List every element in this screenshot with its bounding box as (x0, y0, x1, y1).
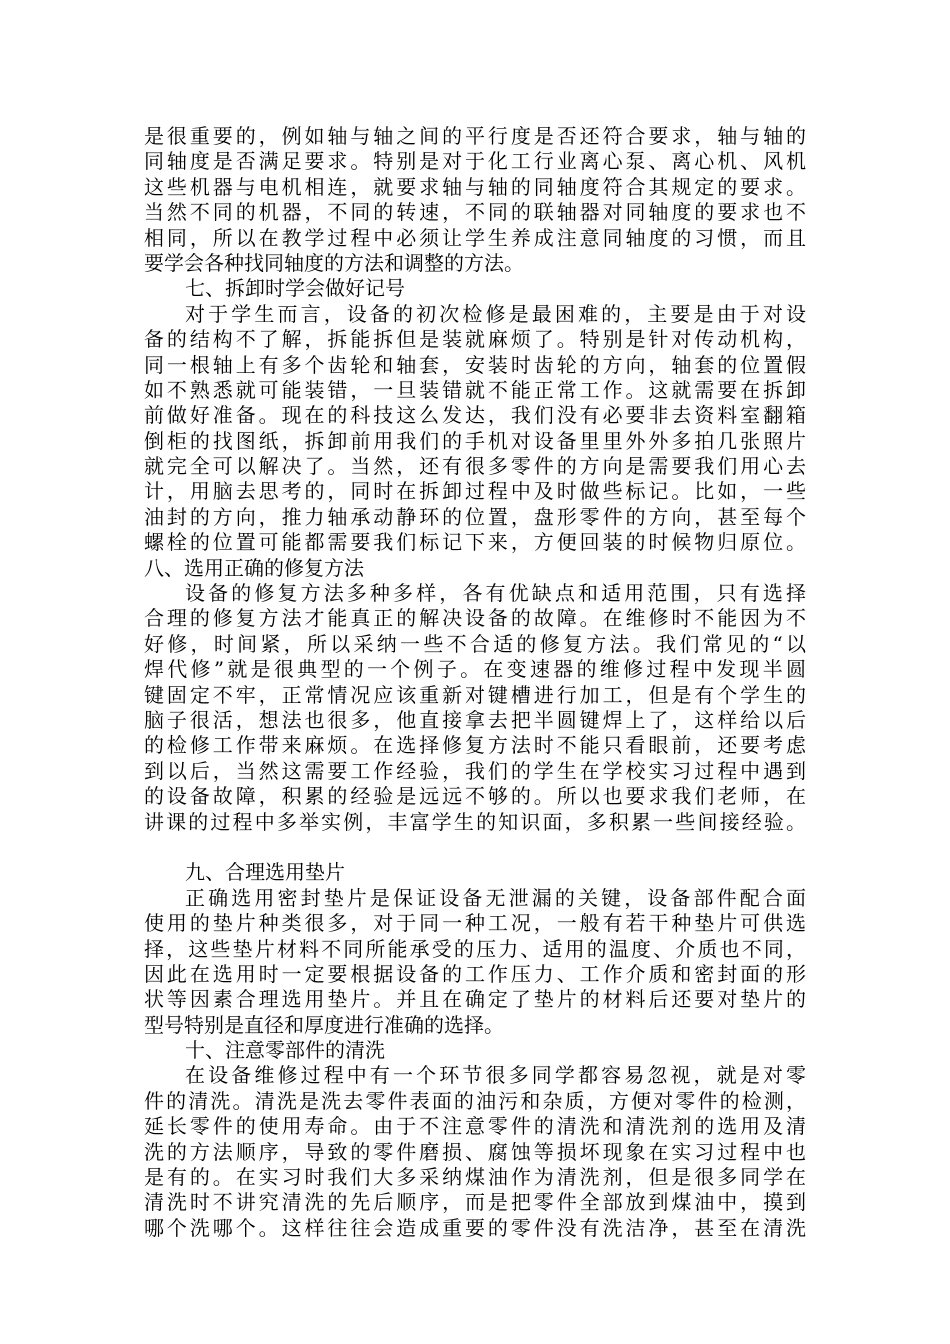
text-line: 的设备故障，积累的经验是远远不够的。所以也要求我们老师，在 (144, 784, 806, 809)
section-heading: 九、合理选用垫片 (185, 860, 345, 885)
paragraph-first-line: 正确选用密封垫片是保证设备无泄漏的关键，设备部件配合面 (185, 885, 806, 910)
blank-line (144, 835, 806, 860)
document-body (144, 124, 806, 1241)
paragraph-first-line: 对于学生而言，设备的初次检修是最困难的，主要是由于对设 (185, 301, 806, 326)
text-line: 脑子很活，想法也很多，他直接拿去把半圆键焊上了，这样给以后 (144, 707, 806, 732)
text-line: 是有的。在实习时我们大多采纳煤油作为清洗剂，但是很多同学在 (144, 1165, 806, 1190)
paragraph-last-line: 型号特别是直径和厚度进行准确的选择。 (144, 1012, 504, 1037)
text-line: 这些机器与电机相连，就要求轴与轴的同轴度符合其规定的要求。 (144, 174, 806, 199)
text-line: 是很重要的，例如轴与轴之间的平行度是否还符合要求，轴与轴的 (144, 124, 806, 148)
text-line: 使用的垫片种类很多，对于同一种工况，一般有若干种垫片可供选 (144, 911, 806, 936)
text-line: 状等因素合理选用垫片。并且在确定了垫片的材料后还要对垫片的 (144, 987, 806, 1012)
paragraph-first-line: 在设备维修过程中有一个环节很多同学都容易忽视，就是对零 (185, 1063, 806, 1088)
text-line: 就完全可以解决了。当然，还有很多零件的方向是需要我们用心去 (144, 454, 806, 479)
text-line: 延长零件的使用寿命。由于不注意零件的清洗和清洗剂的选用及清 (144, 1114, 806, 1139)
text-line: 备的结构不了解，拆能拆但是装就麻烦了。特别是针对传动机构， (144, 327, 806, 352)
text-line: 清洗时不讲究清洗的先后顺序，而是把零件全部放到煤油中，摸到 (144, 1190, 806, 1215)
text-line: 好修，时间紧，所以采纳一些不合适的修复方法。我们常见的“以 (144, 631, 806, 656)
paragraph-last-line: 要学会各种找同轴度的方法和调整的方法。 (144, 250, 524, 275)
text-line: 到以后，当然这需要工作经验，我们的学生在学校实习过程中遇到 (144, 758, 806, 783)
text-line: 键固定不牢，正常情况应该重新对键槽进行加工，但是有个学生的 (144, 682, 806, 707)
text-line: 择，这些垫片材料不同所能承受的压力、适用的温度、介质也不同， (144, 936, 806, 961)
text-line: 的检修工作带来麻烦。在选择修复方法时不能只看眼前，还要考虑 (144, 733, 806, 758)
text-line: 哪个洗哪个。这样往往会造成重要的零件没有洗洁净，甚至在清洗 (144, 1215, 806, 1240)
section-heading: 十、注意零部件的清洗 (185, 1038, 385, 1063)
text-line: 同轴度是否满足要求。特别是对于化工行业离心泵、离心机、风机 (144, 149, 806, 174)
text-line: 倒柜的找图纸，拆卸前用我们的手机对设备里里外外多拍几张照片 (144, 428, 806, 453)
text-line: 焊代修”就是很典型的一个例子。在变速器的维修过程中发现半圆 (144, 657, 806, 682)
text-line: 如不熟悉就可能装错，一旦装错就不能正常工作。这就需要在拆卸 (144, 377, 806, 402)
text-line: 讲课的过程中多举实例，丰富学生的知识面，多积累一些间接经验。 (144, 809, 806, 834)
section-heading: 八、选用正确的修复方法 (144, 555, 364, 580)
text-line: 前做好准备。现在的科技这么发达，我们没有必要非去资料室翻箱 (144, 403, 806, 428)
text-line: 同一根轴上有多个齿轮和轴套，安装时齿轮的方向，轴套的位置假 (144, 352, 806, 377)
text-line: 当然不同的机器，不同的转速，不同的联轴器对同轴度的要求也不 (144, 200, 806, 225)
text-line: 螺栓的位置可能都需要我们标记下来，方便回装的时候物归原位。 (144, 530, 806, 555)
text-line: 洗的方法顺序，导致的零件磨损、腐蚀等损坏现象在实习过程中也 (144, 1139, 806, 1164)
paragraph-first-line: 设备的修复方法多种多样，各有优缺点和适用范围，只有选择 (185, 581, 806, 606)
text-line: 合理的修复方法才能真正的解决设备的故障。在维修时不能因为不 (144, 606, 806, 631)
text-line: 计，用脑去思考的，同时在拆卸过程中及时做些标记。比如，一些 (144, 479, 806, 504)
text-line: 件的清洗。清洗是洗去零件表面的油污和杂质，方便对零件的检测， (144, 1088, 806, 1113)
section-heading: 七、拆卸时学会做好记号 (185, 276, 405, 301)
text-line: 因此在选用时一定要根据设备的工作压力、工作介质和密封面的形 (144, 961, 806, 986)
text-line: 相同，所以在教学过程中必须让学生养成注意同轴度的习惯，而且 (144, 225, 806, 250)
text-line: 油封的方向，推力轴承动静环的位置，盘形零件的方向，甚至每个 (144, 504, 806, 529)
